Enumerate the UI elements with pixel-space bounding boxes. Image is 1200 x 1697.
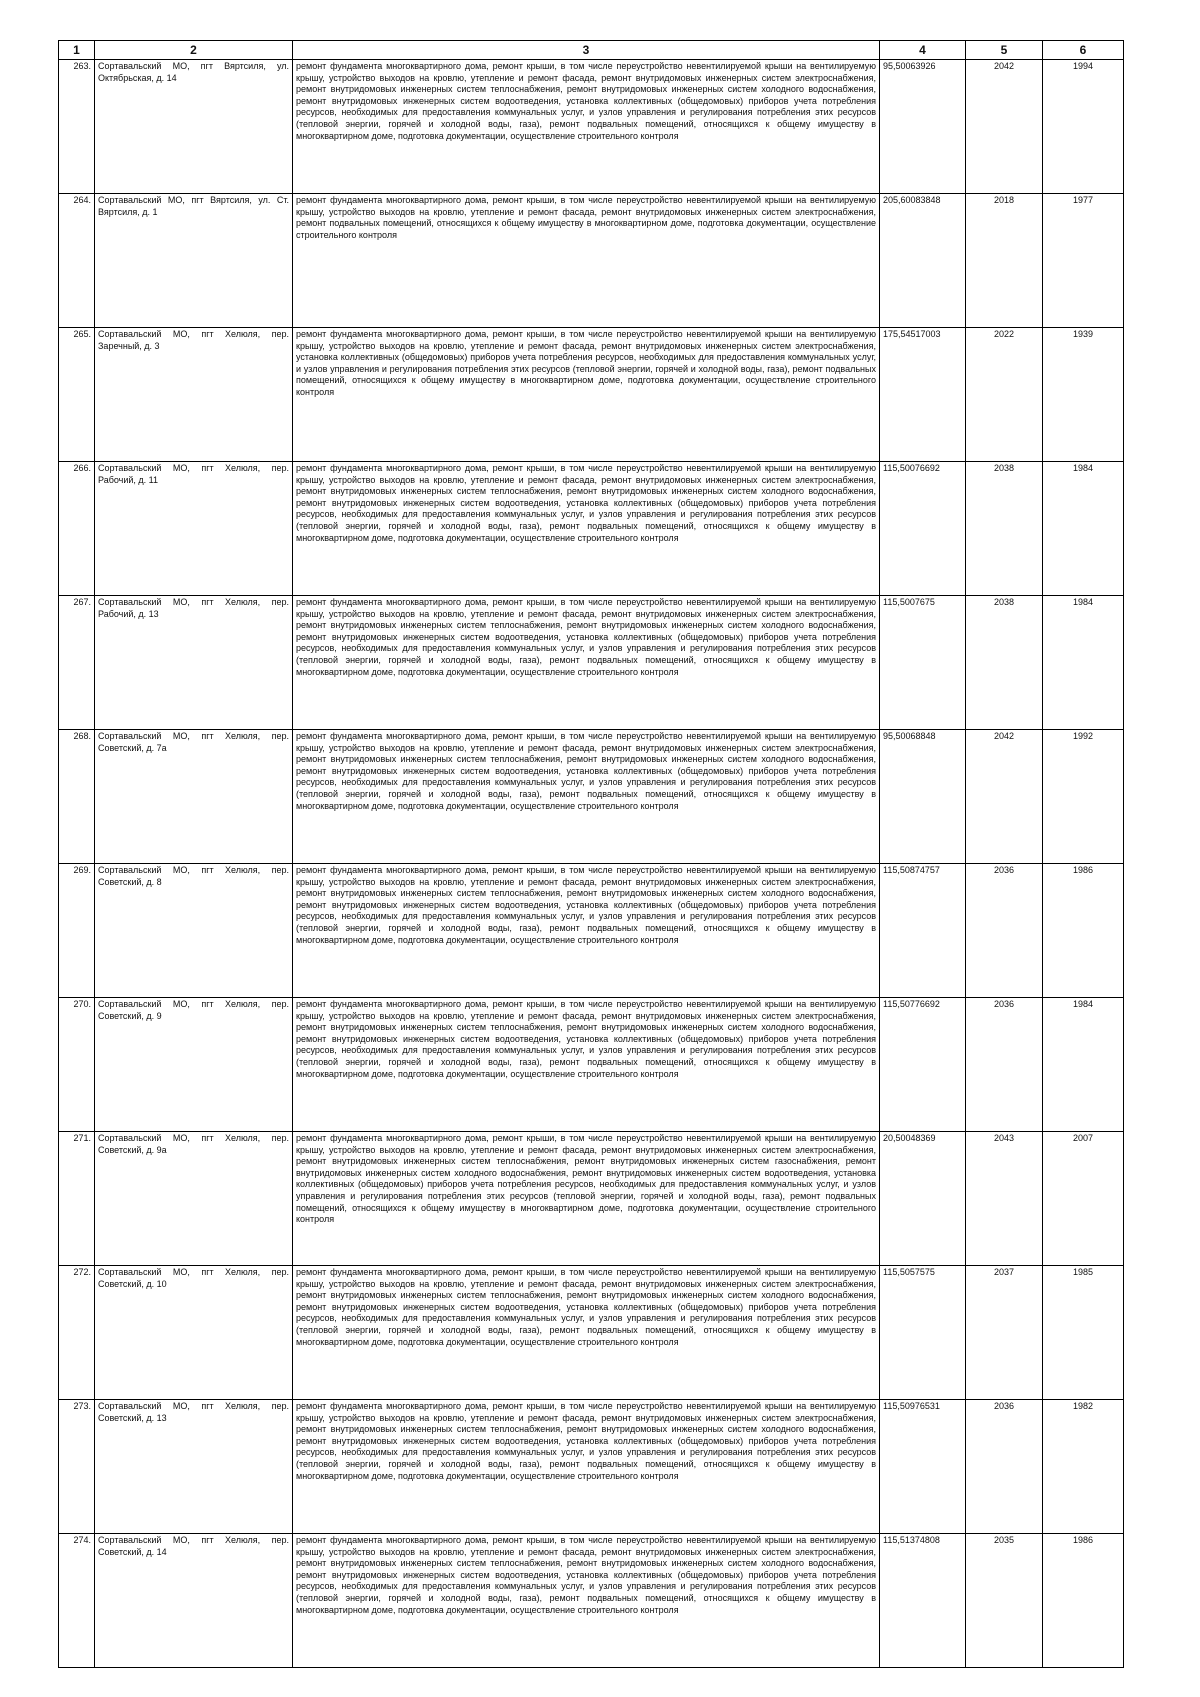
works-cell: ремонт фундамента многоквартирного дома, ремонт крыши, в том числе переустройство невентилируемой крыши на вентилируемую крышу, устройство выходов на кровлю, утепление и ремонт фасада, ремонт внутридомовых инженерных систем электроснабжения, ремонт внутридомовых инженерных систем теплоснабжения, ремонт внутридомовых инженерных систем холодного водоснабжения, ремонт внутридомовых инженерных систем водоотведения, установка коллективных (общедомовых) приборов учета потребления ресурсов, необходимых для предоставления коммунальных услуг, и узлов управления и регулирования потребления этих ресурсов (тепловой энергии, горячей и холодной воды, газа), ремонт подвальных помещений, относящихся к общему имуществу в многоквартирном доме, подготовка документации, осуществление строительного контроля xyxy=(293,998,880,1132)
planned-year-cell: 2036 xyxy=(966,1400,1043,1534)
planned-year-cell: 2043 xyxy=(966,1132,1043,1266)
planned-year-cell: 2038 xyxy=(966,462,1043,596)
cost-cell: 115,50776692 xyxy=(880,998,966,1132)
cost-cell: 175,54517003 xyxy=(880,328,966,462)
row-number: 269. xyxy=(59,864,95,998)
table-row xyxy=(59,60,1124,194)
planned-year-cell: 2042 xyxy=(966,60,1043,194)
built-year-cell: 1994 xyxy=(1043,60,1124,194)
works-cell: ремонт фундамента многоквартирного дома, ремонт крыши, в том числе переустройство невентилируемой крыши на вентилируемую крышу, устройство выходов на кровлю, утепление и ремонт фасада, ремонт внутридомовых инженерных систем электроснабжения, установка коллективных (общедомовых) приборов учета потребления ресурсов, необходимых для предоставления коммунальных услуг, и узлов управления и регулирования потребления этих ресурсов (тепловой энергии, горячей и холодной воды, газа), ремонт подвальных помещений, относящихся к общему имуществу в многоквартирном доме, подготовка документации, осуществление строительного контроля xyxy=(293,328,880,462)
address-cell: Сортавальский МО, пгт Хелюля, пер. Рабочий, д. 13 xyxy=(95,596,293,730)
works-cell: ремонт фундамента многоквартирного дома, ремонт крыши, в том числе переустройство невентилируемой крыши на вентилируемую крышу, устройство выходов на кровлю, утепление и ремонт фасада, ремонт внутридомовых инженерных систем электроснабжения, ремонт внутридомовых инженерных систем теплоснабжения, ремонт внутридомовых инженерных систем холодного водоснабжения, ремонт внутридомовых инженерных систем водоотведения, установка коллективных (общедомовых) приборов учета потребления ресурсов, необходимых для предоставления коммунальных услуг, и узлов управления и регулирования потребления этих ресурсов (тепловой энергии, горячей и холодной воды, газа), ремонт подвальных помещений, относящихся к общему имуществу в многоквартирном доме, подготовка документации, осуществление строительного контроля xyxy=(293,730,880,864)
header-col-2: 2 xyxy=(95,41,293,60)
planned-year-cell: 2022 xyxy=(966,328,1043,462)
address-cell: Сортавальский МО, пгт Хелюля, пер. Советский, д. 7а xyxy=(95,730,293,864)
planned-year-cell: 2036 xyxy=(966,998,1043,1132)
address-cell: Сортавальский МО, пгт Хелюля, пер. Советский, д. 9а xyxy=(95,1132,293,1266)
cost-cell: 115,5057575 xyxy=(880,1266,966,1400)
works-cell: ремонт фундамента многоквартирного дома, ремонт крыши, в том числе переустройство невентилируемой крыши на вентилируемую крышу, устройство выходов на кровлю, утепление и ремонт фасада, ремонт внутридомовых инженерных систем электроснабжения, ремонт внутридомовых инженерных систем теплоснабжения, ремонт внутридомовых инженерных систем холодного водоснабжения, ремонт внутридомовых инженерных систем водоотведения, установка коллективных (общедомовых) приборов учета потребления ресурсов, необходимых для предоставления коммунальных услуг, и узлов управления и регулирования потребления этих ресурсов (тепловой энергии, горячей и холодной воды, газа), ремонт подвальных помещений, относящихся к общему имуществу в многоквартирном доме, подготовка документации, осуществление строительного контроля xyxy=(293,60,880,194)
built-year-cell: 1984 xyxy=(1043,596,1124,730)
header-col-5: 5 xyxy=(966,41,1043,60)
header-col-1: 1 xyxy=(59,41,95,60)
table-row xyxy=(59,1400,1124,1534)
works-cell: ремонт фундамента многоквартирного дома, ремонт крыши, в том числе переустройство невентилируемой крыши на вентилируемую крышу, устройство выходов на кровлю, утепление и ремонт фасада, ремонт внутридомовых инженерных систем электроснабжения, ремонт внутридомовых инженерных систем теплоснабжения, ремонт внутридомовых инженерных систем холодного водоснабжения, ремонт внутридомовых инженерных систем водоотведения, установка коллективных (общедомовых) приборов учета потребления ресурсов, необходимых для предоставления коммунальных услуг, и узлов управления и регулирования потребления этих ресурсов (тепловой энергии, горячей и холодной воды, газа), ремонт подвальных помещений, относящихся к общему имуществу в многоквартирном доме, подготовка документации, осуществление строительного контроля xyxy=(293,864,880,998)
works-cell: ремонт фундамента многоквартирного дома, ремонт крыши, в том числе переустройство невентилируемой крыши на вентилируемую крышу, устройство выходов на кровлю, утепление и ремонт фасада, ремонт внутридомовых инженерных систем электроснабжения, ремонт внутридомовых инженерных систем теплоснабжения, ремонт внутридомовых инженерных систем газоснабжения, ремонт внутридомовых инженерных систем холодного водоснабжения, ремонт внутридомовых инженерных систем водоотведения, установка коллективных (общедомовых) приборов учета потребления ресурсов, необходимых для предоставления коммунальных услуг, и узлов управления и регулирования потребления этих ресурсов (тепловой энергии, горячей и холодной воды, газа), ремонт подвальных помещений, относящихся к общему имуществу в многоквартирном доме, подготовка документации, осуществление строительного контроля xyxy=(293,1132,880,1266)
row-number: 264. xyxy=(59,194,95,328)
table-row xyxy=(59,998,1124,1132)
built-year-cell: 1977 xyxy=(1043,194,1124,328)
address-cell: Сортавальский МО, пгт Хелюля, пер. Советский, д. 13 xyxy=(95,1400,293,1534)
built-year-cell: 1985 xyxy=(1043,1266,1124,1400)
planned-year-cell: 2018 xyxy=(966,194,1043,328)
address-cell: Сортавальский МО, пгт Хелюля, пер. Советский, д. 10 xyxy=(95,1266,293,1400)
cost-cell: 205,60083848 xyxy=(880,194,966,328)
address-cell: Сортавальский МО, пгт Хелюля, пер. Советский, д. 8 xyxy=(95,864,293,998)
capital-repair-table xyxy=(58,40,1124,1668)
works-cell: ремонт фундамента многоквартирного дома, ремонт крыши, в том числе переустройство невентилируемой крыши на вентилируемую крышу, устройство выходов на кровлю, утепление и ремонт фасада, ремонт внутридомовых инженерных систем электроснабжения, ремонт внутридомовых инженерных систем теплоснабжения, ремонт внутридомовых инженерных систем холодного водоснабжения, ремонт внутридомовых инженерных систем водоотведения, установка коллективных (общедомовых) приборов учета потребления ресурсов, необходимых для предоставления коммунальных услуг, и узлов управления и регулирования потребления этих ресурсов (тепловой энергии, горячей и холодной воды, газа), ремонт подвальных помещений, относящихся к общему имуществу в многоквартирном доме, подготовка документации, осуществление строительного контроля xyxy=(293,1400,880,1534)
cost-cell: 95,50068848 xyxy=(880,730,966,864)
built-year-cell: 1982 xyxy=(1043,1400,1124,1534)
planned-year-cell: 2036 xyxy=(966,864,1043,998)
row-number: 268. xyxy=(59,730,95,864)
built-year-cell: 1986 xyxy=(1043,1534,1124,1668)
row-number: 274. xyxy=(59,1534,95,1668)
cost-cell: 115,50076692 xyxy=(880,462,966,596)
built-year-cell: 1984 xyxy=(1043,462,1124,596)
header-col-4: 4 xyxy=(880,41,966,60)
works-cell: ремонт фундамента многоквартирного дома, ремонт крыши, в том числе переустройство невентилируемой крыши на вентилируемую крышу, устройство выходов на кровлю, утепление и ремонт фасада, ремонт внутридомовых инженерных систем электроснабжения, ремонт внутридомовых инженерных систем теплоснабжения, ремонт внутридомовых инженерных систем холодного водоснабжения, ремонт внутридомовых инженерных систем водоотведения, установка коллективных (общедомовых) приборов учета потребления ресурсов, необходимых для предоставления коммунальных услуг, и узлов управления и регулирования потребления этих ресурсов (тепловой энергии, горячей и холодной воды, газа), ремонт подвальных помещений, относящихся к общему имуществу в многоквартирном доме, подготовка документации, осуществление строительного контроля xyxy=(293,462,880,596)
works-cell: ремонт фундамента многоквартирного дома, ремонт крыши, в том числе переустройство невентилируемой крыши на вентилируемую крышу, устройство выходов на кровлю, утепление и ремонт фасада, ремонт внутридомовых инженерных систем электроснабжения, ремонт внутридомовых инженерных систем теплоснабжения, ремонт внутридомовых инженерных систем холодного водоснабжения, ремонт внутридомовых инженерных систем водоотведения, установка коллективных (общедомовых) приборов учета потребления ресурсов, необходимых для предоставления коммунальных услуг, и узлов управления и регулирования потребления этих ресурсов (тепловой энергии, горячей и холодной воды, газа), ремонт подвальных помещений, относящихся к общему имуществу в многоквартирном доме, подготовка документации, осуществление строительного контроля xyxy=(293,1534,880,1668)
address-cell: Сортавальский МО, пгт Вяртсиля, ул. Октябрьская, д. 14 xyxy=(95,60,293,194)
works-cell: ремонт фундамента многоквартирного дома, ремонт крыши, в том числе переустройство невентилируемой крыши на вентилируемую крышу, устройство выходов на кровлю, утепление и ремонт фасада, ремонт внутридомовых инженерных систем электроснабжения, ремонт подвальных помещений, относящихся к общему имуществу в многоквартирном доме, подготовка документации, осуществление строительного контроля xyxy=(293,194,880,328)
address-cell: Сортавальский МО, пгт Хелюля, пер. Заречный, д. 3 xyxy=(95,328,293,462)
cost-cell: 115,50976531 xyxy=(880,1400,966,1534)
row-number: 270. xyxy=(59,998,95,1132)
cost-cell: 20,50048369 xyxy=(880,1132,966,1266)
built-year-cell: 1939 xyxy=(1043,328,1124,462)
address-cell: Сортавальский МО, пгт Вяртсиля, ул. Ст. Вяртсиля, д. 1 xyxy=(95,194,293,328)
address-cell: Сортавальский МО, пгт Хелюля, пер. Рабочий, д. 11 xyxy=(95,462,293,596)
row-number: 265. xyxy=(59,328,95,462)
row-number: 266. xyxy=(59,462,95,596)
table-row xyxy=(59,596,1124,730)
table-row xyxy=(59,1266,1124,1400)
table-row xyxy=(59,730,1124,864)
works-cell: ремонт фундамента многоквартирного дома, ремонт крыши, в том числе переустройство невентилируемой крыши на вентилируемую крышу, устройство выходов на кровлю, утепление и ремонт фасада, ремонт внутридомовых инженерных систем электроснабжения, ремонт внутридомовых инженерных систем теплоснабжения, ремонт внутридомовых инженерных систем холодного водоснабжения, ремонт внутридомовых инженерных систем водоотведения, установка коллективных (общедомовых) приборов учета потребления ресурсов, необходимых для предоставления коммунальных услуг, и узлов управления и регулирования потребления этих ресурсов (тепловой энергии, горячей и холодной воды, газа), ремонт подвальных помещений, относящихся к общему имуществу в многоквартирном доме, подготовка документации, осуществление строительного контроля xyxy=(293,1266,880,1400)
planned-year-cell: 2037 xyxy=(966,1266,1043,1400)
cost-cell: 115,50874757 xyxy=(880,864,966,998)
planned-year-cell: 2042 xyxy=(966,730,1043,864)
planned-year-cell: 2035 xyxy=(966,1534,1043,1668)
row-number: 273. xyxy=(59,1400,95,1534)
row-number: 267. xyxy=(59,596,95,730)
header-col-6: 6 xyxy=(1043,41,1124,60)
table-row xyxy=(59,864,1124,998)
built-year-cell: 2007 xyxy=(1043,1132,1124,1266)
row-number: 272. xyxy=(59,1266,95,1400)
built-year-cell: 1986 xyxy=(1043,864,1124,998)
cost-cell: 95,50063926 xyxy=(880,60,966,194)
table-row xyxy=(59,1534,1124,1668)
table-row xyxy=(59,328,1124,462)
address-cell: Сортавальский МО, пгт Хелюля, пер. Советский, д. 14 xyxy=(95,1534,293,1668)
address-cell: Сортавальский МО, пгт Хелюля, пер. Советский, д. 9 xyxy=(95,998,293,1132)
table-row xyxy=(59,462,1124,596)
cost-cell: 115,51374808 xyxy=(880,1534,966,1668)
built-year-cell: 1984 xyxy=(1043,998,1124,1132)
row-number: 271. xyxy=(59,1132,95,1266)
planned-year-cell: 2038 xyxy=(966,596,1043,730)
cost-cell: 115,5007675 xyxy=(880,596,966,730)
table-row xyxy=(59,194,1124,328)
header-col-3: 3 xyxy=(293,41,880,60)
built-year-cell: 1992 xyxy=(1043,730,1124,864)
header-row xyxy=(59,41,1124,60)
table-row xyxy=(59,1132,1124,1266)
table-body xyxy=(59,60,1124,1668)
works-cell: ремонт фундамента многоквартирного дома, ремонт крыши, в том числе переустройство невентилируемой крыши на вентилируемую крышу, устройство выходов на кровлю, утепление и ремонт фасада, ремонт внутридомовых инженерных систем электроснабжения, ремонт внутридомовых инженерных систем теплоснабжения, ремонт внутридомовых инженерных систем холодного водоснабжения, ремонт внутридомовых инженерных систем водоотведения, установка коллективных (общедомовых) приборов учета потребления ресурсов, необходимых для предоставления коммунальных услуг, и узлов управления и регулирования потребления этих ресурсов (тепловой энергии, горячей и холодной воды, газа), ремонт подвальных помещений, относящихся к общему имуществу в многоквартирном доме, подготовка документации, осуществление строительного контроля xyxy=(293,596,880,730)
row-number: 263. xyxy=(59,60,95,194)
